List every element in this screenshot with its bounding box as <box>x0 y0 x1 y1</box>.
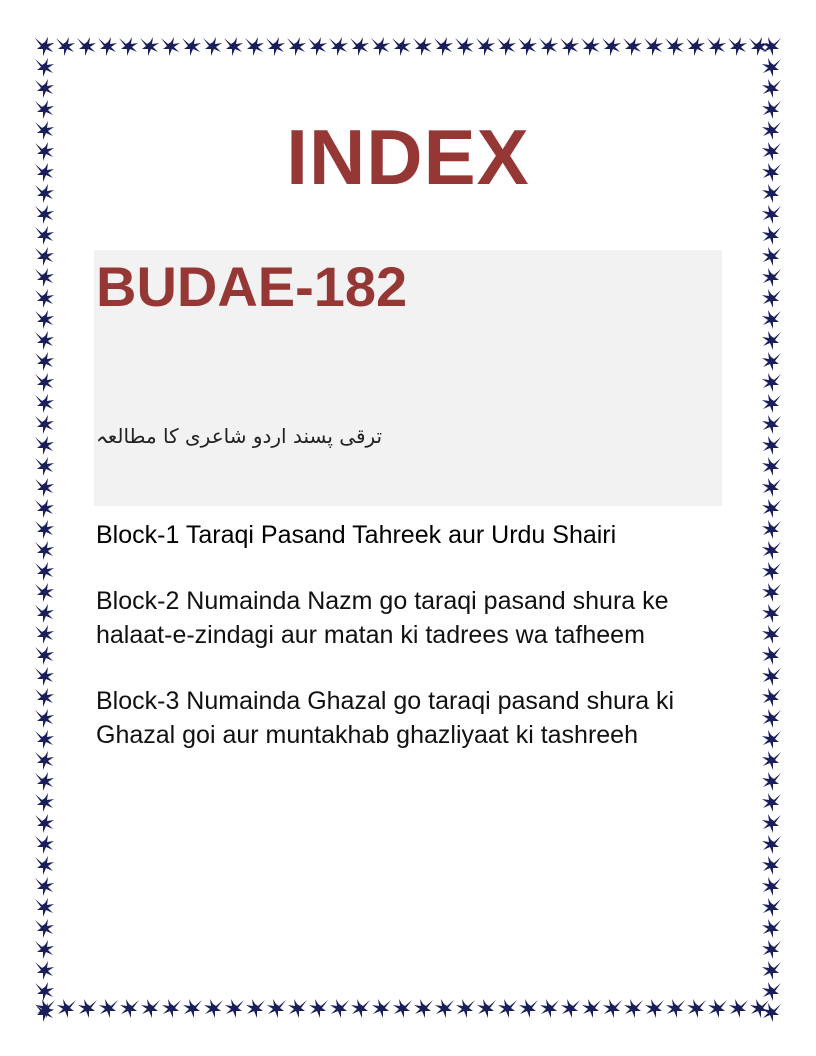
swallow-icon <box>762 268 781 287</box>
swallow-icon <box>350 37 369 56</box>
swallow-icon <box>245 37 264 56</box>
swallow-icon <box>498 999 517 1018</box>
swallow-icon <box>35 772 54 791</box>
swallow-icon <box>182 37 201 56</box>
swallow-icon <box>762 79 781 98</box>
swallow-icon <box>762 247 781 266</box>
swallow-icon <box>456 999 475 1018</box>
swallow-icon <box>561 999 580 1018</box>
swallow-icon <box>35 37 54 56</box>
swallow-icon <box>162 999 181 1018</box>
swallow-icon <box>434 37 453 56</box>
swallow-icon <box>762 436 781 455</box>
swallow-icon <box>119 37 138 56</box>
swallow-icon <box>161 37 180 56</box>
swallow-icon <box>540 999 559 1018</box>
swallow-icon <box>708 999 727 1018</box>
swallow-icon <box>35 58 54 77</box>
swallow-icon <box>35 877 54 896</box>
swallow-icon <box>35 310 54 329</box>
swallow-icon <box>35 625 54 644</box>
swallow-icon <box>687 999 706 1018</box>
swallow-icon <box>372 999 391 1018</box>
block-list <box>96 518 736 784</box>
swallow-icon <box>329 37 348 56</box>
block-item: Block-3 Numainda Ghazal go taraqi pasand shura ki Ghazal goi aur muntakhab ghazliyaat ki tashreeh <box>96 687 675 749</box>
swallow-icon <box>762 961 781 980</box>
swallow-icon <box>762 856 781 875</box>
swallow-icon <box>762 58 781 77</box>
swallow-icon <box>330 999 349 1018</box>
swallow-icon <box>287 37 306 56</box>
swallow-icon <box>35 478 54 497</box>
swallow-icon <box>267 999 286 1018</box>
swallow-icon <box>225 999 244 1018</box>
swallow-icon <box>266 37 285 56</box>
swallow-icon <box>246 999 265 1018</box>
swallow-icon <box>519 999 538 1018</box>
swallow-icon <box>762 457 781 476</box>
swallow-icon <box>35 583 54 602</box>
swallow-icon <box>288 999 307 1018</box>
swallow-icon <box>623 37 642 56</box>
swallow-icon <box>35 751 54 770</box>
swallow-icon <box>35 373 54 392</box>
swallow-icon <box>762 1003 781 1022</box>
swallow-icon <box>35 646 54 665</box>
swallow-icon <box>35 940 54 959</box>
swallow-icon <box>35 919 54 938</box>
swallow-icon <box>602 37 621 56</box>
swallow-icon <box>35 1003 54 1022</box>
swallow-icon <box>35 667 54 686</box>
course-code: BUDAE-182 <box>96 255 408 318</box>
swallow-icon <box>35 961 54 980</box>
swallow-icon <box>762 688 781 707</box>
swallow-icon <box>762 352 781 371</box>
swallow-icon <box>35 604 54 623</box>
swallow-icon <box>392 37 411 56</box>
swallow-icon <box>98 37 117 56</box>
swallow-icon <box>413 37 432 56</box>
swallow-icon <box>762 751 781 770</box>
swallow-icon <box>762 940 781 959</box>
swallow-icon <box>762 667 781 686</box>
swallow-icon <box>518 37 537 56</box>
swallow-icon <box>35 268 54 287</box>
swallow-icon <box>351 999 370 1018</box>
swallow-icon <box>35 247 54 266</box>
swallow-icon <box>35 688 54 707</box>
swallow-icon <box>99 999 118 1018</box>
swallow-icon <box>762 499 781 518</box>
swallow-icon <box>35 499 54 518</box>
swallow-icon <box>762 730 781 749</box>
swallow-icon <box>729 999 748 1018</box>
swallow-icon <box>203 37 222 56</box>
swallow-icon <box>35 982 54 1001</box>
border-top-ornaments <box>30 32 786 62</box>
swallow-icon <box>762 898 781 917</box>
swallow-icon <box>762 205 781 224</box>
swallow-icon <box>120 999 139 1018</box>
swallow-icon <box>728 37 747 56</box>
swallow-icon <box>224 37 243 56</box>
swallow-icon <box>35 562 54 581</box>
swallow-icon <box>762 562 781 581</box>
swallow-icon <box>762 919 781 938</box>
swallow-icon <box>35 730 54 749</box>
swallow-icon <box>35 814 54 833</box>
swallow-icon <box>762 982 781 1001</box>
swallow-icon <box>35 331 54 350</box>
swallow-icon <box>762 772 781 791</box>
border-bottom-ornaments <box>30 994 786 1024</box>
swallow-icon <box>183 999 202 1018</box>
swallow-icon <box>762 520 781 539</box>
swallow-icon <box>707 37 726 56</box>
swallow-icon <box>560 37 579 56</box>
swallow-icon <box>35 289 54 308</box>
swallow-icon <box>308 37 327 56</box>
swallow-icon <box>762 478 781 497</box>
swallow-icon <box>665 37 684 56</box>
swallow-icon <box>762 793 781 812</box>
swallow-icon <box>78 999 97 1018</box>
swallow-icon <box>762 814 781 833</box>
block-item: Block-2 Numainda Nazm go taraqi pasand shura ke halaat-e-zindagi aur matan ki tadrees wa tafheem <box>96 587 669 649</box>
swallow-icon <box>35 541 54 560</box>
swallow-icon <box>77 37 96 56</box>
swallow-icon <box>762 541 781 560</box>
swallow-icon <box>539 37 558 56</box>
swallow-icon <box>762 394 781 413</box>
swallow-icon <box>762 646 781 665</box>
swallow-icon <box>603 999 622 1018</box>
swallow-icon <box>455 37 474 56</box>
swallow-icon <box>393 999 412 1018</box>
swallow-icon <box>35 898 54 917</box>
swallow-icon <box>582 999 601 1018</box>
swallow-icon <box>762 373 781 392</box>
swallow-icon <box>477 999 496 1018</box>
swallow-icon <box>35 415 54 434</box>
swallow-icon <box>476 37 495 56</box>
swallow-icon <box>140 37 159 56</box>
swallow-icon <box>204 999 223 1018</box>
swallow-icon <box>414 999 433 1018</box>
block-item: Block-1 Taraqi Pasand Tahreek aur Urdu Shairi <box>96 521 617 549</box>
swallow-icon <box>35 835 54 854</box>
swallow-icon <box>762 625 781 644</box>
swallow-icon <box>762 331 781 350</box>
swallow-icon <box>762 226 781 245</box>
swallow-icon <box>686 37 705 56</box>
swallow-icon <box>762 604 781 623</box>
swallow-icon <box>762 835 781 854</box>
swallow-icon <box>35 352 54 371</box>
swallow-icon <box>762 289 781 308</box>
swallow-icon <box>35 226 54 245</box>
swallow-icon <box>581 37 600 56</box>
swallow-icon <box>35 394 54 413</box>
swallow-icon <box>35 856 54 875</box>
swallow-icon <box>762 37 781 56</box>
urdu-course-title: ترقی پسند اردو شاعری کا مطالعہ <box>96 424 383 448</box>
swallow-icon <box>666 999 685 1018</box>
swallow-icon <box>762 709 781 728</box>
swallow-icon <box>762 583 781 602</box>
border-top <box>30 32 786 62</box>
swallow-icon <box>645 999 664 1018</box>
swallow-icon <box>644 37 663 56</box>
swallow-icon <box>371 37 390 56</box>
border-bottom <box>30 994 786 1024</box>
swallow-icon <box>762 415 781 434</box>
swallow-icon <box>435 999 454 1018</box>
swallow-icon <box>35 520 54 539</box>
swallow-icon <box>309 999 328 1018</box>
swallow-icon <box>35 79 54 98</box>
swallow-icon <box>35 436 54 455</box>
swallow-icon <box>762 877 781 896</box>
swallow-icon <box>141 999 160 1018</box>
swallow-icon <box>497 37 516 56</box>
swallow-icon <box>762 310 781 329</box>
swallow-icon <box>624 999 643 1018</box>
swallow-icon <box>35 709 54 728</box>
swallow-icon <box>35 205 54 224</box>
page-title: INDEX <box>286 113 530 201</box>
swallow-icon <box>35 793 54 812</box>
swallow-icon <box>35 457 54 476</box>
